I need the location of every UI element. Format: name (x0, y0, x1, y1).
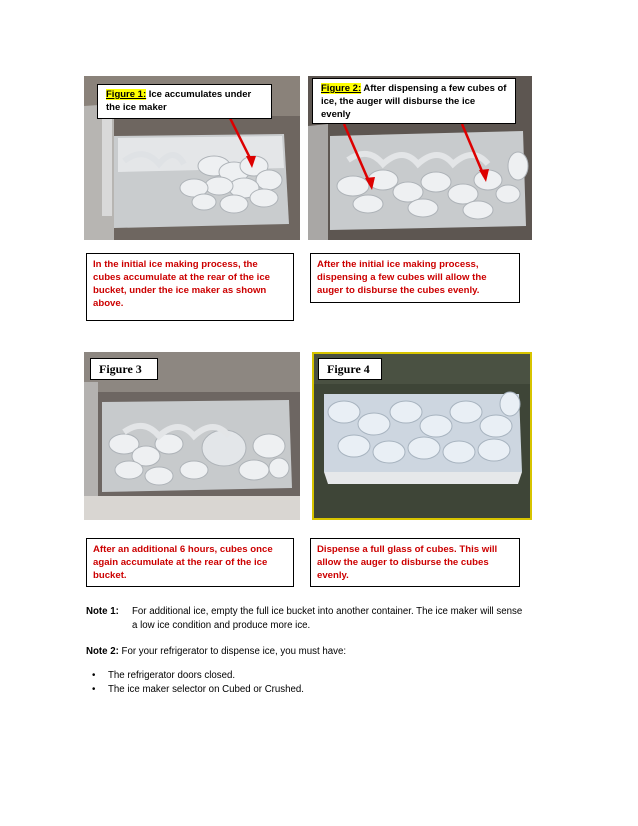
figure-3-caption: After an additional 6 hours, cubes once again accumulate at the rear of the ice bucket. (86, 538, 294, 587)
figure-2-label-prefix: Figure 2: (321, 83, 362, 94)
note-1-label: Note 1: (86, 606, 119, 617)
figure-1-label (97, 84, 272, 119)
note-1-text-line2: a low ice condition and produce more ice. (132, 620, 311, 631)
figure-4-label: Figure 4 (318, 358, 382, 380)
figure-2-label (312, 78, 516, 124)
note-1 (86, 605, 566, 633)
figure-2-caption: After the initial ice making process, dispensing a few cubes will allow the auger to disburse the cubes evenly. (310, 253, 520, 303)
figure-1-caption: In the initial ice making process, the cubes accumulate at the rear of the ice bucket, under the ice maker as shown above. (86, 253, 294, 321)
figure-3-label: Figure 3 (90, 358, 158, 380)
note-2-label: Note 2: (86, 646, 119, 657)
note-2-bullet-list (86, 669, 566, 697)
figure-4-caption: Dispense a full glass of cubes. This will allow the auger to disburse the cubes evenly. (310, 538, 520, 587)
figure-2-label-text: After dispensing a few cubes of ice, the auger will disburse the ice evenly (321, 83, 507, 120)
figure-1-label-prefix: Figure 1: (106, 89, 147, 100)
note-2-text: For your refrigerator to dispense ice, you must have: (118, 646, 347, 657)
note-2-bullet: • The refrigerator doors closed. (86, 669, 566, 683)
note-1-text-line1: For additional ice, empty the full ice bucket into another container. The ice maker will sense (132, 606, 523, 617)
figure-1-label-text: Ice accumulates under the ice maker (106, 89, 252, 113)
note-2 (86, 645, 566, 697)
note-2-bullet: • The ice maker selector on Cubed or Crushed. (86, 683, 566, 697)
